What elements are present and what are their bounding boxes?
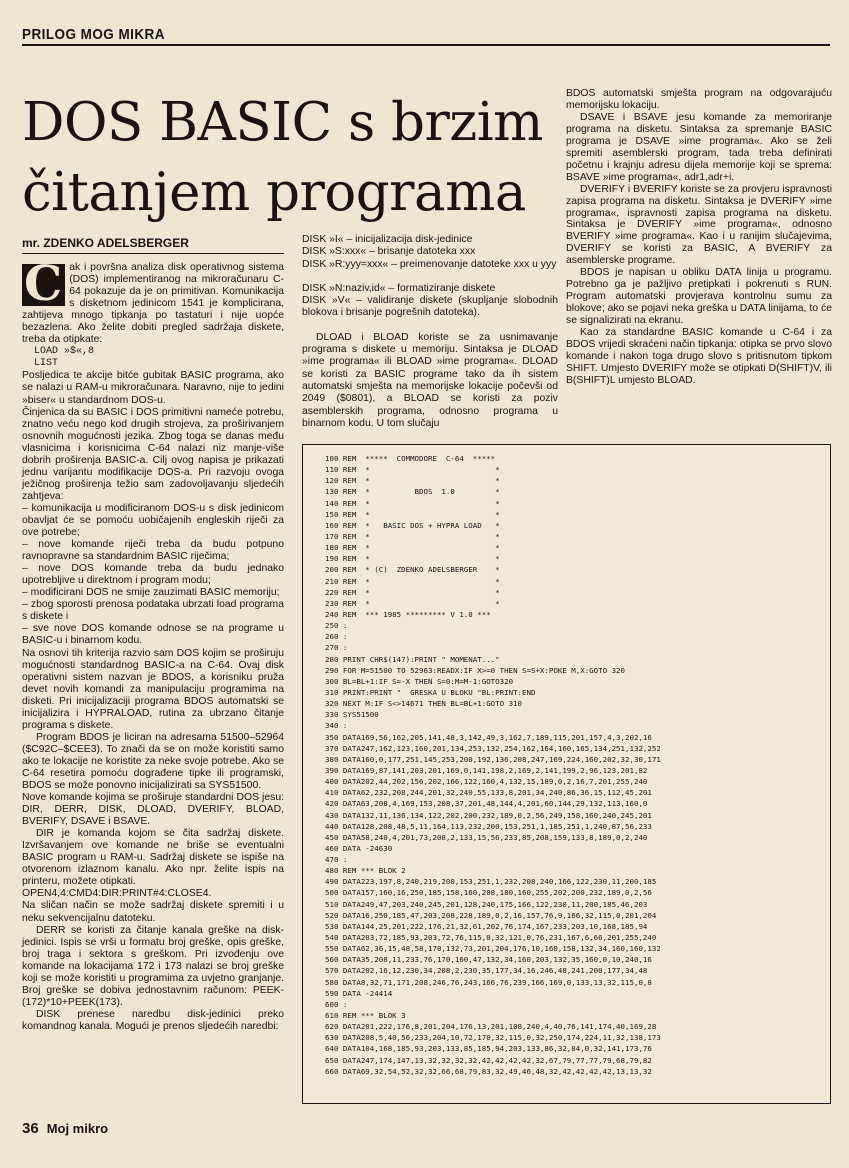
paragraph: Posljedica te akcije bitće gubitak BASIC programa, ako se nalazi u RAM-u mikroračunara. Naravno, nije to jedini »biser« u standardnom DOS-u.	[22, 370, 284, 406]
article-title-line-2: čitanjem programa	[22, 162, 526, 223]
listing-line: 390 DATA169,87,141,203,201,169,0,141,198,2,169,2,141,199,2,96,123,201,82	[325, 765, 648, 775]
section-rule	[22, 44, 830, 46]
listing-line: 580 DATA8,32,71,171,208,246,76,243,166,76,239,166,169,0,133,13,32,115,0,8	[325, 977, 652, 987]
right-column	[566, 88, 832, 387]
listing-line: 530 DATA144,25,201,222,176,21,32,61,202,76,174,167,233,203,10,168,185,94	[325, 921, 648, 931]
listing-line: 120 REM * *	[325, 476, 500, 486]
magazine-name: Moj mikro	[46, 1121, 109, 1136]
listing-line: 180 REM * *	[325, 543, 500, 553]
paragraph: DLOAD i BLOAD koriste se za usnimavanje programa s diskete u memoriju. Sintaksa je DLOAD »ime programa« ili BLOAD »ime programa«. DLOAD se koristi za BASIC programe tako da ih sistem automatski smješta na memorijske lokacije počevši od 2049 ($0801), a BLOAD se koristi za poziv asemblerskih programa, odnosno programa u binarnom kodu. U tom slučaju	[302, 331, 558, 429]
disk-command: DISK »V« – validiranje diskete (skupljanje slobodnih blokova i brisanje pogrešnih datoteka).	[302, 295, 558, 319]
listing-line: 440 DATA128,208,48,5,11,164,113,232,200,153,251,1,185,251,1,240,87,56,233	[325, 821, 652, 831]
intro-paragraph	[22, 256, 284, 346]
listing-line: 250 :	[325, 621, 348, 631]
list-item: – komunikacija u modificiranom DOS-u s disk jedinicom obavljat će se pomoću uobičajenih engleskih riječi za ove potrebe;	[22, 502, 284, 539]
listing-line: 600 :	[325, 999, 348, 1009]
listing-line: 270 :	[325, 643, 348, 653]
listing-line: 160 REM * BASIC DOS + HYPRA LOAD *	[325, 520, 500, 530]
listing-line: 110 REM * *	[325, 465, 500, 475]
listing-line: 510 DATA249,47,203,240,245,201,128,240,175,166,122,230,11,200,185,46,203	[325, 899, 648, 909]
paragraph: Na osnovi tih kriterija razvio sam DOS kojim se proširuju mogućnosti standardnog BASIC-a na C-64. Ovaj disk operativni sistem nazvan je BDOS, a korisniku pruža devet novih komandi za manipulaciju programima na disketi. Pri inicijalizaciji programa BDOS automatski se inicijalizira i HYPRALOAD, rutina za ubrzano čitanje programa s diskete.	[22, 647, 284, 731]
paragraph: Kao za standardne BASIC komande u C-64 i za BDOS vrijedi skraćeni način tipkanja: otipka se prvo slovo komande i nakon toga drugo slovo s pritisnutom tipkom SHIFT. Umjesto DVERIFY može se otipkati D(SHIFT)V, ili B(SHIFT)L umjesto BLOAD.	[566, 327, 832, 386]
listing-line: 590 DATA -24414	[325, 988, 393, 998]
listing-line: 320 NEXT M:IF S<>14671 THEN BL=BL+1:GOTO 310	[325, 699, 523, 709]
list-item: – sve nove DOS komande odnose se na programe u BASIC-u i binarnom kodu.	[22, 623, 284, 647]
page-number: 36	[22, 1120, 39, 1137]
paragraph: BDOS je napisan u obliku DATA linija u programu. Potrebno ga je pažljivo pretipkati i pokrenuti s RUN. Program automatski provjerava kontrolnu sumu za blokove; ako se pojavi neka greška u DATA linijama, to će se signalizirati na ekranu.	[566, 267, 832, 327]
listing-line: 420 DATA63,208,4,169,153,208,37,201,48,144,4,201,60,144,29,132,113,160,0	[325, 799, 648, 809]
listing-line: 560 DATA35,208,11,233,76,170,160,47,132,34,160,203,132,35,160,0,10,240,16	[325, 955, 652, 965]
code-line: OPEN4,4:CMD4:DIR:PRINT#4:CLOSE4.	[22, 888, 212, 900]
listing-line: 240 REM *** 1985 ********* V 1.0 ***	[325, 609, 491, 619]
paragraph: BDOS automatski smješta program na odgovarajuću memorijsku lokaciju.	[566, 88, 832, 111]
list-item: – nove komande riječi treba da budu potpuno ravnopravne sa standardnim BASIC riječima;	[22, 539, 284, 563]
paragraph: DIR je komanda kojom se čita sadržaj diskete. Izvršavanjem ove komande ne briše se eventualni BASIC program u RAM-u. Sadržaj diskete se ispiše na otvorenom izlaznom kanalu. Ako npr. želite ispis na printeru, možete otipkati.	[22, 828, 284, 888]
listing-line: 570 DATA202,16,12,230,34,208,2,230,35,177,34,16,246,48,241,200,177,34,48	[325, 966, 648, 976]
listing-line: 340 :	[325, 721, 348, 731]
listing-line: 140 REM * *	[325, 498, 500, 508]
listing-line: 520 DATA16,250,185,47,203,208,228,189,0,2,16,157,76,9,166,32,115,0,201,204	[325, 910, 657, 920]
list-item: – modificirani DOS ne smije zauzimati BASIC memoriju;	[22, 587, 280, 599]
code-line: LOAD »$«,8	[34, 346, 95, 358]
drop-cap: Č	[22, 264, 65, 306]
listing-line: 130 REM * BDOS 1.0 *	[325, 487, 500, 497]
listing-line: 630 DATA208,5,40,56,233,204,10,72,170,32,115,0,32,250,174,224,11,32,138,173	[325, 1033, 661, 1043]
listing-line: 470 :	[325, 855, 348, 865]
listing-line: 620 DATA201,222,176,8,201,204,176,13,201,108,240,4,40,76,141,174,40,169,28	[325, 1022, 657, 1032]
listing-line: 280 PRINT CHR$(147):PRINT " MOMENAT..."	[325, 654, 500, 664]
listing-line: 220 REM * *	[325, 587, 500, 597]
listing-line: 460 DATA -24630	[325, 843, 393, 853]
paragraph: Nove komande kojima se proširuje standardni DOS jesu: DIR, DERR, DISK, DLOAD, DVERIFY, BLOAD, BVERIFY, DSAVE i BSAVE.	[22, 792, 284, 828]
listing-line: 150 REM * *	[325, 509, 500, 519]
listing-line: 170 REM * *	[325, 531, 500, 541]
listing-line: 210 REM * *	[325, 576, 500, 586]
left-column	[22, 256, 284, 1033]
listing-line: 350 DATA169,56,162,205,141,48,3,142,49,3,162,7,189,115,201,157,4,3,202,16	[325, 732, 652, 742]
listing-line: 290 FOR M=51500 TO 52963:READX:IF X>=0 THEN S=S+X:POKE M,X:GOTO 320	[325, 665, 626, 675]
listing-line: 640 DATA104,168,185,93,203,133,85,185,94,203,133,86,32,84,0,32,141,173,76	[325, 1044, 652, 1054]
paragraph: Program BDOS je liciran na adresama 51500–52964 ($C92C–$CEE3). To znači da se on može koristiti samo ako te lokacije ne koristite za neke svoje potrebe. Ako se C-64 resetira pomoću dograđene tipke ili programski, BDOS se može ponovno inicijalizirati sa SYS51500.	[22, 731, 284, 792]
listing-line: 200 REM * (C) ZDENKO ADELSBERGER *	[325, 565, 500, 575]
listing-line: 480 REM *** BLOK 2	[325, 866, 406, 876]
list-item: – nove DOS komande treba da budu jednako upotrebljive u direktnom i program modu;	[22, 563, 284, 587]
listing-line: 400 DATA202,44,202,156,202,166,122,160,4,132,15,189,0,2,16,7,201,255,240	[325, 777, 648, 787]
list-item: – zbog sporosti prenosa podataka ubrzati load programa s diskete i	[22, 599, 284, 623]
disk-command: DISK »S:xxx« – brisanje datoteka xxx	[302, 246, 476, 258]
paragraph: DSAVE i BSAVE jesu komande za memoriranje programa na disketu. Sintaksa za spremanje BASIC programa je DSAVE »ime programa«. Ako se želi spremiti asemblerski program, tada treba definirati početnu i krajnju adresu dijela memorije koji se sprema: BSAVE »ime programa«, adr1,adr+i.	[566, 111, 832, 183]
page-footer	[22, 1120, 108, 1137]
paragraph: Činjenica da su BASIC i DOS primitivni nameće potrebu, znatno veću nego kod drugih strojeva, za proširivanjem osnovnih mogućnosti jezika. Zbog toga se danas među vlasnicima i korisnicima C-64 nalazi niz manje-više dobrih proširenja BASIC-a. Cilj ovog napisa je prikazati jednu varijantu modifikacije DOS-a. Pri razvoju ovoga ježičnog proširenja težio sam zadovoljavanju sljedećih zahtjeva:	[22, 406, 284, 502]
listing-line: 410 DATA62,232,208,244,201,32,240,55,133,8,201,34,240,86,36,15,112,45,201	[325, 788, 652, 798]
disk-command: DISK »R:yyy=xxx« – preimenovanje datoteke xxx u yyy	[302, 258, 557, 270]
listing-line: 550 DATA62,36,15,48,58,170,132,73,201,204,176,10,160,158,132,34,160,160,132	[325, 944, 661, 954]
listing-line: 100 REM ***** COMMODORE C-64 *****	[325, 454, 496, 463]
listing-line: 330 SYS51500	[325, 710, 379, 720]
paragraph-text: ak i površna analiza disk operativnog sistema (DOS) implementiranog na mikroračunaru C-64 pokazuje da je on primitivan. Komunikacija s disketnom jedinicom 1541 je komplicirana, zahtijeva mnogo tipkanja po tastaturi i nije uopće bezazlena. Ako želite dobiti pregled sadržaja diskete, treba da otipkate:	[22, 262, 284, 346]
listing-line: 650 DATA247,174,147,13,32,32,32,32,42,42,42,42,32,67,79,77,77,79,68,79,82	[325, 1055, 652, 1065]
listing-line: 190 REM * *	[325, 554, 500, 564]
paragraph: DISK prenese naredbu disk-jedinici preko komandnog kanala. Mogući je prenos sljedećih naredbi:	[22, 1008, 284, 1032]
listing-line: 370 DATA247,162,123,160,201,134,253,132,254,162,164,160,165,134,251,132,252	[325, 743, 661, 753]
listing-line: 610 REM *** BLOK 3	[325, 1011, 406, 1021]
author-rule	[22, 253, 284, 254]
disk-command: DISK »N:naziv,id« – formatiziranje diskete	[302, 282, 496, 294]
listing-line: 230 REM * *	[325, 598, 500, 608]
paragraph: DVERIFY i BVERIFY koriste se za provjeru ispravnosti zapisa programa na disketu. Sintaksa je DVERIFY »ime programa«, ispravnosti zapisa programa na disketu. Sintaksa je DVERIFY »ime programa«, odnosno BVERIFY »ime programa«. Kao i u ranijim slučajevima, DVERIFY se koristi za BASIC, A BVERIFY za asemblerske programe.	[566, 183, 832, 267]
listing-line: 260 :	[325, 632, 348, 642]
section-label: PRILOG MOG MIKRA	[22, 26, 165, 43]
disk-command: DISK »I« – inicijalizacija disk-jedinice	[302, 234, 473, 245]
listing-line: 450 DATA58,240,4,201,73,208,2,133,15,56,233,85,208,159,133,8,189,0,2,240	[325, 832, 648, 842]
article-author: mr. ZDENKO ADELSBERGER	[22, 236, 189, 250]
listing-line: 490 DATA223,197,8,240,219,200,153,251,1,232,208,240,166,122,230,11,200,185	[325, 877, 657, 887]
listing-line: 300 BL=BL+1:IF S=-X THEN S=0:M=M-1:GOTO320	[325, 676, 514, 686]
code-line: LIST	[34, 358, 59, 370]
listing-line: 430 DATA132,11,136,134,122,202,200,232,189,0,2,56,249,158,160,240,245,201	[325, 810, 652, 820]
listing-line: 310 PRINT:PRINT " GRESKA U BLOKU "BL:PRINT:END	[325, 687, 536, 697]
listing-line: 660 DATA69,32,54,52,32,32,66,68,79,83,32,49,46,48,32,42,42,42,42,13,13,32	[325, 1066, 652, 1076]
listing-line: 380 DATA160,0,177,251,145,253,200,192,136,208,247,169,224,160,202,32,30,171	[325, 754, 661, 764]
listing-line: 540 DATA203,72,185,93,203,72,76,115,0,32,121,0,76,231,167,6,66,201,255,240	[325, 933, 657, 943]
paragraph: DERR se koristi za čitanje kanala greške na disk-jedinici. Ispis se vrši u formatu broj greške, opis greške, broj traga i sektora s greškom. Pri izvođenju ove komande na lokacijama 172 i 173 nalazi se broj greške koji se može koristiti u programima za uvjetno granjanje. Broj greške se dobiva jednostavnim računom: PEEK-(172)*10+PEEK(173).	[22, 924, 284, 1008]
article-title-line-1: DOS BASIC s brzim	[22, 92, 543, 153]
paragraph: Na sličan način se može sadržaj diskete spremiti i u neku sekvencijalnu datoteku.	[22, 900, 284, 924]
listing-line: 500 DATA157,160,16,250,185,158,160,208,180,160,255,202,200,232,189,0,2,56	[325, 888, 652, 898]
program-listing	[302, 444, 831, 1104]
middle-column	[302, 234, 558, 430]
